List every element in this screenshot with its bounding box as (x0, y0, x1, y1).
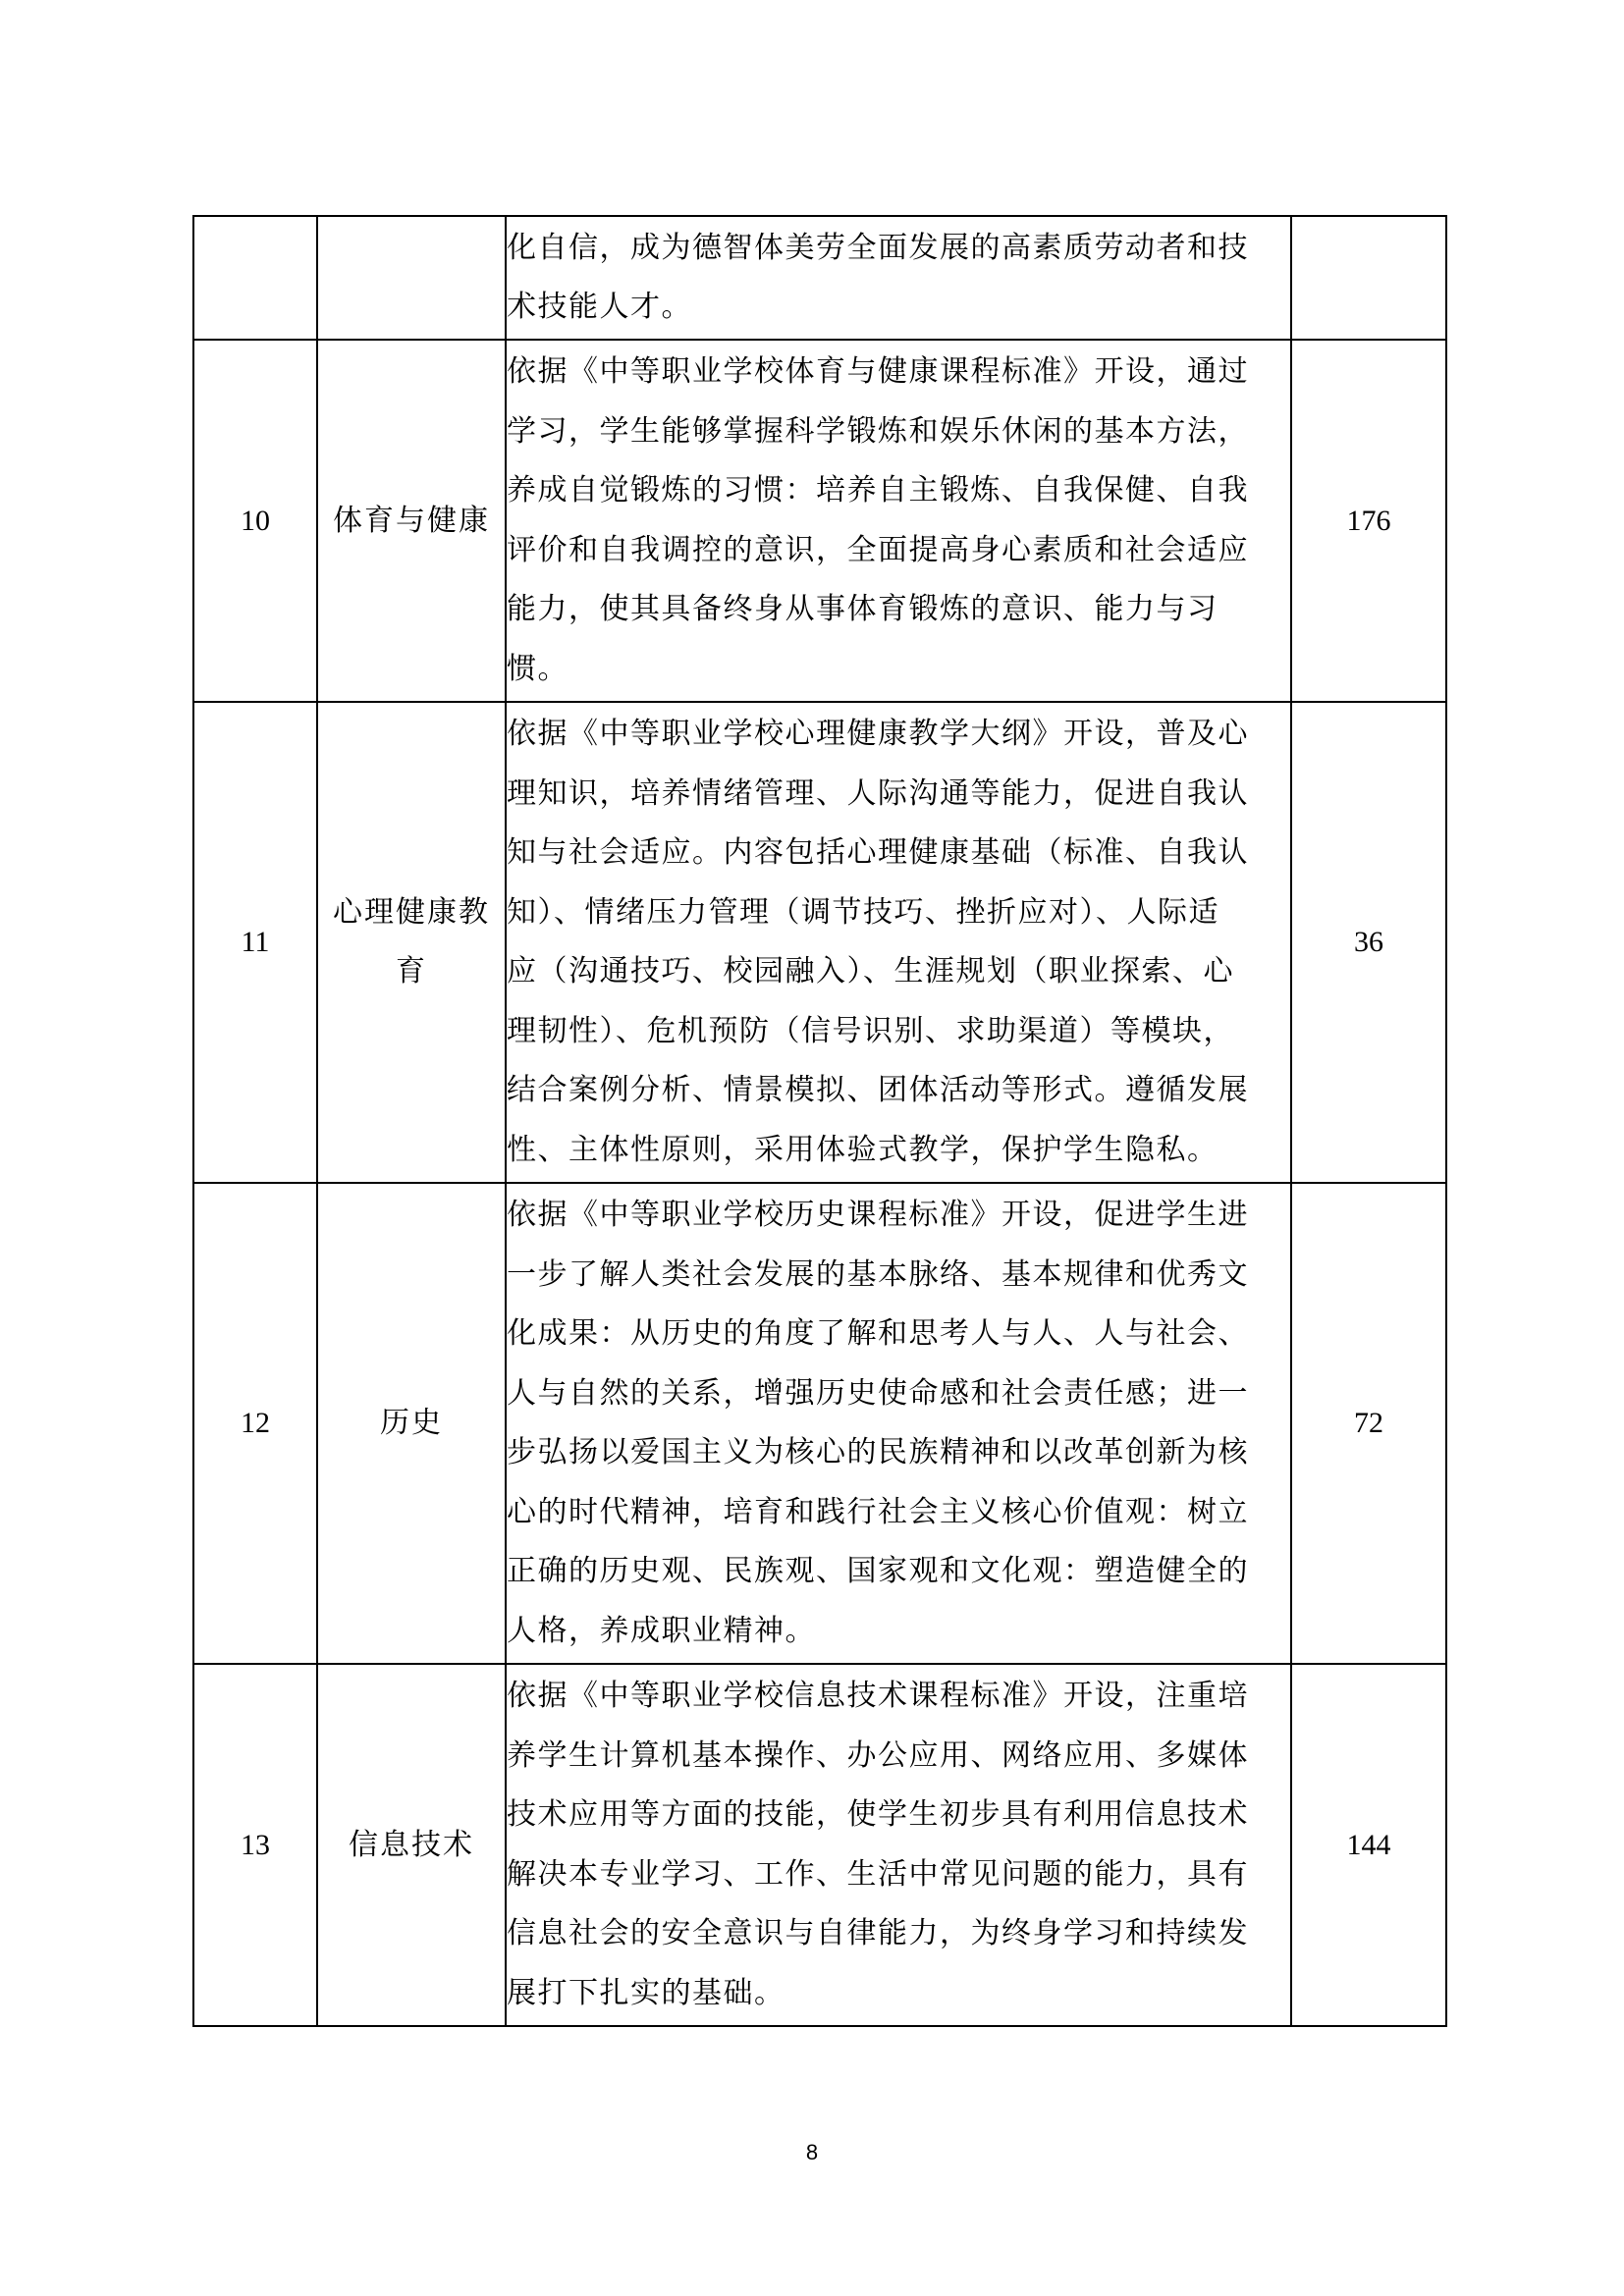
course-table (192, 215, 1447, 2027)
description-line: 术技能人才。 (507, 290, 692, 324)
description-line: 信息社会的安全意识与自律能力，为终身学习和持续发 (507, 1916, 1249, 1950)
course-description (506, 340, 1291, 702)
course-description (506, 1664, 1291, 2026)
course-name: 历史 (317, 1183, 506, 1664)
description-line: 养学生计算机基本操作、办公应用、网络应用、多媒体 (507, 1737, 1249, 1773)
course-description (506, 702, 1291, 1183)
description-line: 正确的历史观、民族观、国家观和文化观：塑造健全的 (507, 1554, 1249, 1588)
course-name: 信息技术 (317, 1664, 506, 2026)
description-line: 评价和自我调控的意识，全面提高身心素质和社会适应 (507, 532, 1249, 567)
description-line: 依据《中等职业学校信息技术课程标准》开设，注重培 (507, 1679, 1249, 1713)
course-number: 12 (193, 1183, 317, 1664)
description-line: 结合案例分析、情景模拟、团体活动等形式。遵循发展 (507, 1073, 1249, 1107)
table-row (193, 1664, 1446, 2026)
description-line: 知与社会适应。内容包括心理健康基础（标准、自我认 (507, 835, 1249, 870)
description-line: 人与自然的关系，增强历史使命感和社会责任感；进一 (507, 1375, 1249, 1411)
description-line: 惯。 (507, 651, 568, 686)
course-name (317, 216, 506, 340)
table-row (193, 1183, 1446, 1664)
course-description (506, 216, 1291, 340)
description-line: 依据《中等职业学校心理健康教学大纲》开设，普及心 (507, 717, 1249, 751)
course-hours: 36 (1291, 702, 1446, 1183)
description-line: 理韧性）、危机预防（信号识别、求助渠道）等模块， (507, 1013, 1234, 1048)
course-name: 心理健康教育 (317, 702, 506, 1183)
course-hours (1291, 216, 1446, 340)
course-hours: 176 (1291, 340, 1446, 702)
page-number: 8 (805, 2140, 819, 2164)
description-line: 步弘扬以爱国主义为核心的民族精神和以改革创新为核 (507, 1435, 1249, 1469)
description-line: 解决本专业学习、工作、生活中常见问题的能力，具有 (507, 1856, 1249, 1892)
description-line: 能力，使其具备终身从事体育锻炼的意识、能力与习 (507, 592, 1218, 626)
description-line: 展打下扎实的基础。 (507, 1975, 785, 2010)
description-line: 化成果：从历史的角度了解和思考人与人、人与社会、 (507, 1316, 1249, 1351)
table-row (193, 216, 1446, 340)
description-line: 化自信，成为德智体美劳全面发展的高素质劳动者和技 (507, 230, 1249, 265)
description-line: 性、主体性原则，采用体验式教学，保护学生隐私。 (507, 1132, 1218, 1167)
course-number: 10 (193, 340, 317, 702)
description-line: 应（沟通技巧、校园融入）、生涯规划（职业探索、心 (507, 954, 1234, 988)
description-line: 心的时代精神，培育和践行社会主义核心价值观：树立 (507, 1494, 1249, 1529)
course-number: 13 (193, 1664, 317, 2026)
course-table-body (193, 216, 1446, 2026)
course-number: 11 (193, 702, 317, 1183)
description-line: 养成自觉锻炼的习惯：培养自主锻炼、自我保健、自我 (507, 473, 1249, 507)
description-line: 人格，养成职业精神。 (507, 1613, 816, 1648)
description-line: 理知识，培养情绪管理、人际沟通等能力，促进自我认 (507, 775, 1249, 811)
table-row (193, 340, 1446, 702)
description-line: 一步了解人类社会发展的基本脉络、基本规律和优秀文 (507, 1256, 1249, 1292)
description-line: 技术应用等方面的技能，使学生初步具有利用信息技术 (507, 1797, 1249, 1832)
course-hours: 144 (1291, 1664, 1446, 2026)
course-number (193, 216, 317, 340)
description-line: 依据《中等职业学校体育与健康课程标准》开设，通过 (507, 354, 1249, 389)
course-description (506, 1183, 1291, 1664)
description-line: 学习，学生能够掌握科学锻炼和娱乐休闲的基本方法， (507, 413, 1249, 449)
table-row (193, 702, 1446, 1183)
description-line: 依据《中等职业学校历史课程标准》开设，促进学生进 (507, 1198, 1249, 1232)
course-name: 体育与健康 (317, 340, 506, 702)
course-hours: 72 (1291, 1183, 1446, 1664)
description-line: 知）、情绪压力管理（调节技巧、挫折应对）、人际适 (507, 894, 1219, 930)
